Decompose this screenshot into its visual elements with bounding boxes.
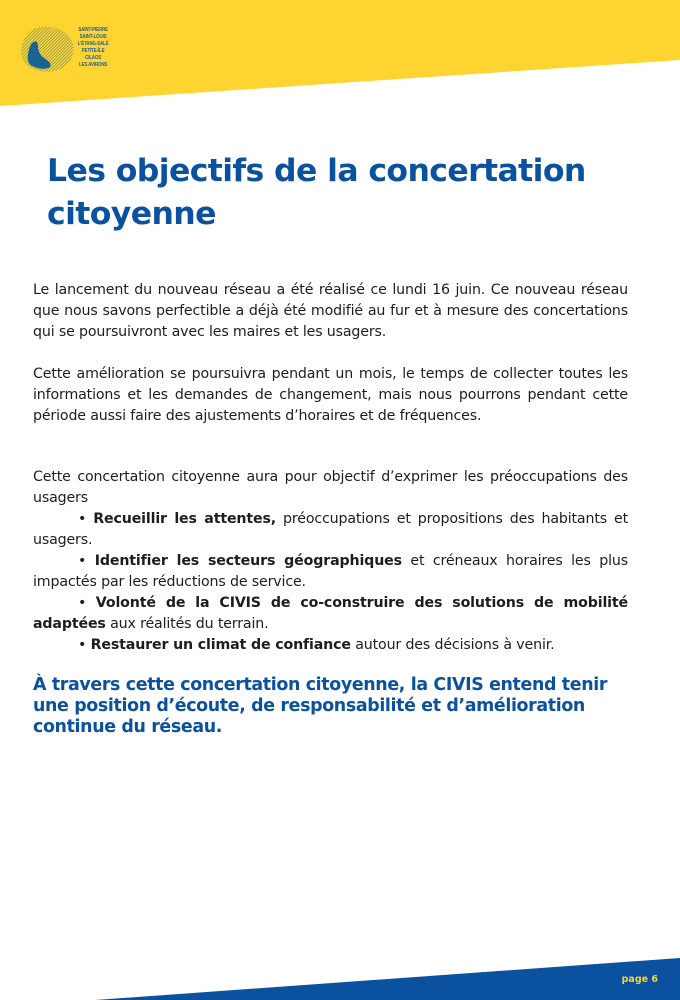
bullet-bold-text: Recueillir les attentes, <box>93 511 277 527</box>
logo-town: PETITE-ÎLE <box>81 48 105 54</box>
intro-paragraph: Le lancement du nouveau réseau a été réalisé ce lundi 16 juin. Ce nouveau réseau que nous savons perfectible a déjà été modifié au fur et à mesure des concertations qui se poursuivront avec les maires et les usagers. <box>33 282 628 340</box>
page-number: page 6 <box>621 974 658 985</box>
objective-bullet <box>33 509 628 551</box>
improvement-paragraph: Cette amélioration se poursuivra pendant un mois, le temps de collecter toutes les informations et les demandes de changement, mais nous pourrons pendant cette période aussi faire des ajustements d’horaires et de fréquences. <box>33 366 628 424</box>
objectives-section <box>33 467 628 656</box>
objective-bullet <box>33 635 628 656</box>
bullet-bold-text: Identifier les secteurs géographiques <box>94 553 402 569</box>
footer-band <box>0 940 680 1000</box>
logo-town: CILAOS <box>85 55 102 61</box>
logo-town-list <box>76 27 110 69</box>
bullet-text: préoccupations et propositions des habitants et usagers. <box>33 511 628 548</box>
conclusion-statement: À travers cette concertation citoyenne, la CIVIS entend tenir une position d’écoute, de responsabilité et d’amélioration continue du réseau. <box>33 675 608 737</box>
bullet-text: aux réalités du terrain. <box>105 616 269 632</box>
logo-town: L'ÉTANG-SALÉ <box>77 41 109 47</box>
page-title: Les objectifs de la concertation citoyenne <box>47 153 586 232</box>
bullet-marker: • <box>78 637 87 653</box>
bullet-marker: • <box>78 511 87 527</box>
bullet-text: autour des décisions à venir. <box>350 637 555 653</box>
logo-town: SAINT-PIERRE <box>78 27 108 33</box>
logo-town: SAINT-LOUIS <box>79 34 107 40</box>
bullet-text: et créneaux horaires les plus impactés par les réductions de service. <box>33 553 628 590</box>
bullet-marker: • <box>78 553 87 569</box>
bullet-marker: • <box>78 595 87 611</box>
logo-town: LES AVIRONS <box>79 62 108 68</box>
bullet-bold-text: Volonté de la CIVIS de co-construire des solutions de mobilité adaptées <box>33 595 628 632</box>
objectives-intro: Cette concertation citoyenne aura pour objectif d’exprimer les préoccupations des usagers <box>33 469 628 506</box>
footer-band-shape <box>95 958 680 1000</box>
objective-bullet <box>33 593 628 635</box>
objective-bullet <box>33 551 628 593</box>
bullet-bold-text: Restaurer un climat de confiance <box>90 637 351 653</box>
